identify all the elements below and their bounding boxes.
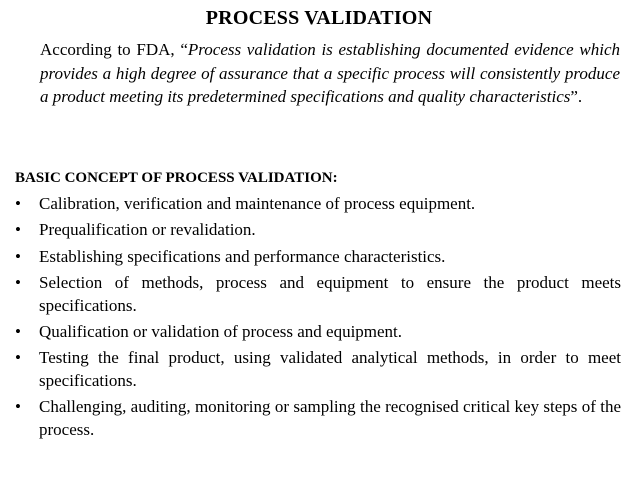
bullet-text: Calibration, verification and maintenance of process equipment. bbox=[39, 194, 476, 213]
list-item bbox=[15, 347, 621, 392]
list-item bbox=[15, 246, 621, 268]
list-item bbox=[15, 396, 621, 441]
list-item bbox=[15, 272, 621, 317]
bullet-text: Testing the final product, using validated analytical methods, in order to meet specifications. bbox=[39, 348, 621, 390]
list-item bbox=[15, 193, 621, 215]
page-title: PROCESS VALIDATION bbox=[205, 7, 433, 29]
bullet-icon: • bbox=[15, 273, 21, 293]
bullet-icon: • bbox=[15, 194, 21, 213]
bullet-icon: • bbox=[15, 322, 21, 342]
definition-quote: Process validation is establishing documented evidence which provides a high degree of assurance that a specific process will consistently produce a product meeting its predetermined specifications and quality characteristics bbox=[40, 40, 620, 107]
bullet-text: Establishing specifications and performance characteristics. bbox=[39, 246, 446, 266]
bullet-text: Selection of methods, process and equipment to ensure the product meets specifications. bbox=[39, 273, 621, 315]
bullet-icon: • bbox=[15, 397, 21, 417]
section-heading: BASIC CONCEPT OF PROCESS VALIDATION: bbox=[15, 170, 338, 186]
definition-intro: According to FDA, “ bbox=[40, 40, 188, 59]
concept-bullet-list bbox=[15, 193, 621, 445]
list-item bbox=[15, 219, 621, 241]
definition-outro: ”. bbox=[570, 87, 583, 107]
bullet-text: Prequalification or revalidation. bbox=[39, 220, 256, 240]
bullet-icon: • bbox=[15, 348, 21, 368]
bullet-icon: • bbox=[15, 220, 21, 240]
bullet-icon: • bbox=[15, 246, 21, 266]
bullet-text: Qualification or validation of process and equipment. bbox=[39, 322, 403, 342]
fda-definition-paragraph bbox=[40, 38, 620, 109]
list-item bbox=[15, 321, 621, 343]
bullet-text: Challenging, auditing, monitoring or sampling the recognised critical key steps of the process. bbox=[39, 397, 621, 439]
